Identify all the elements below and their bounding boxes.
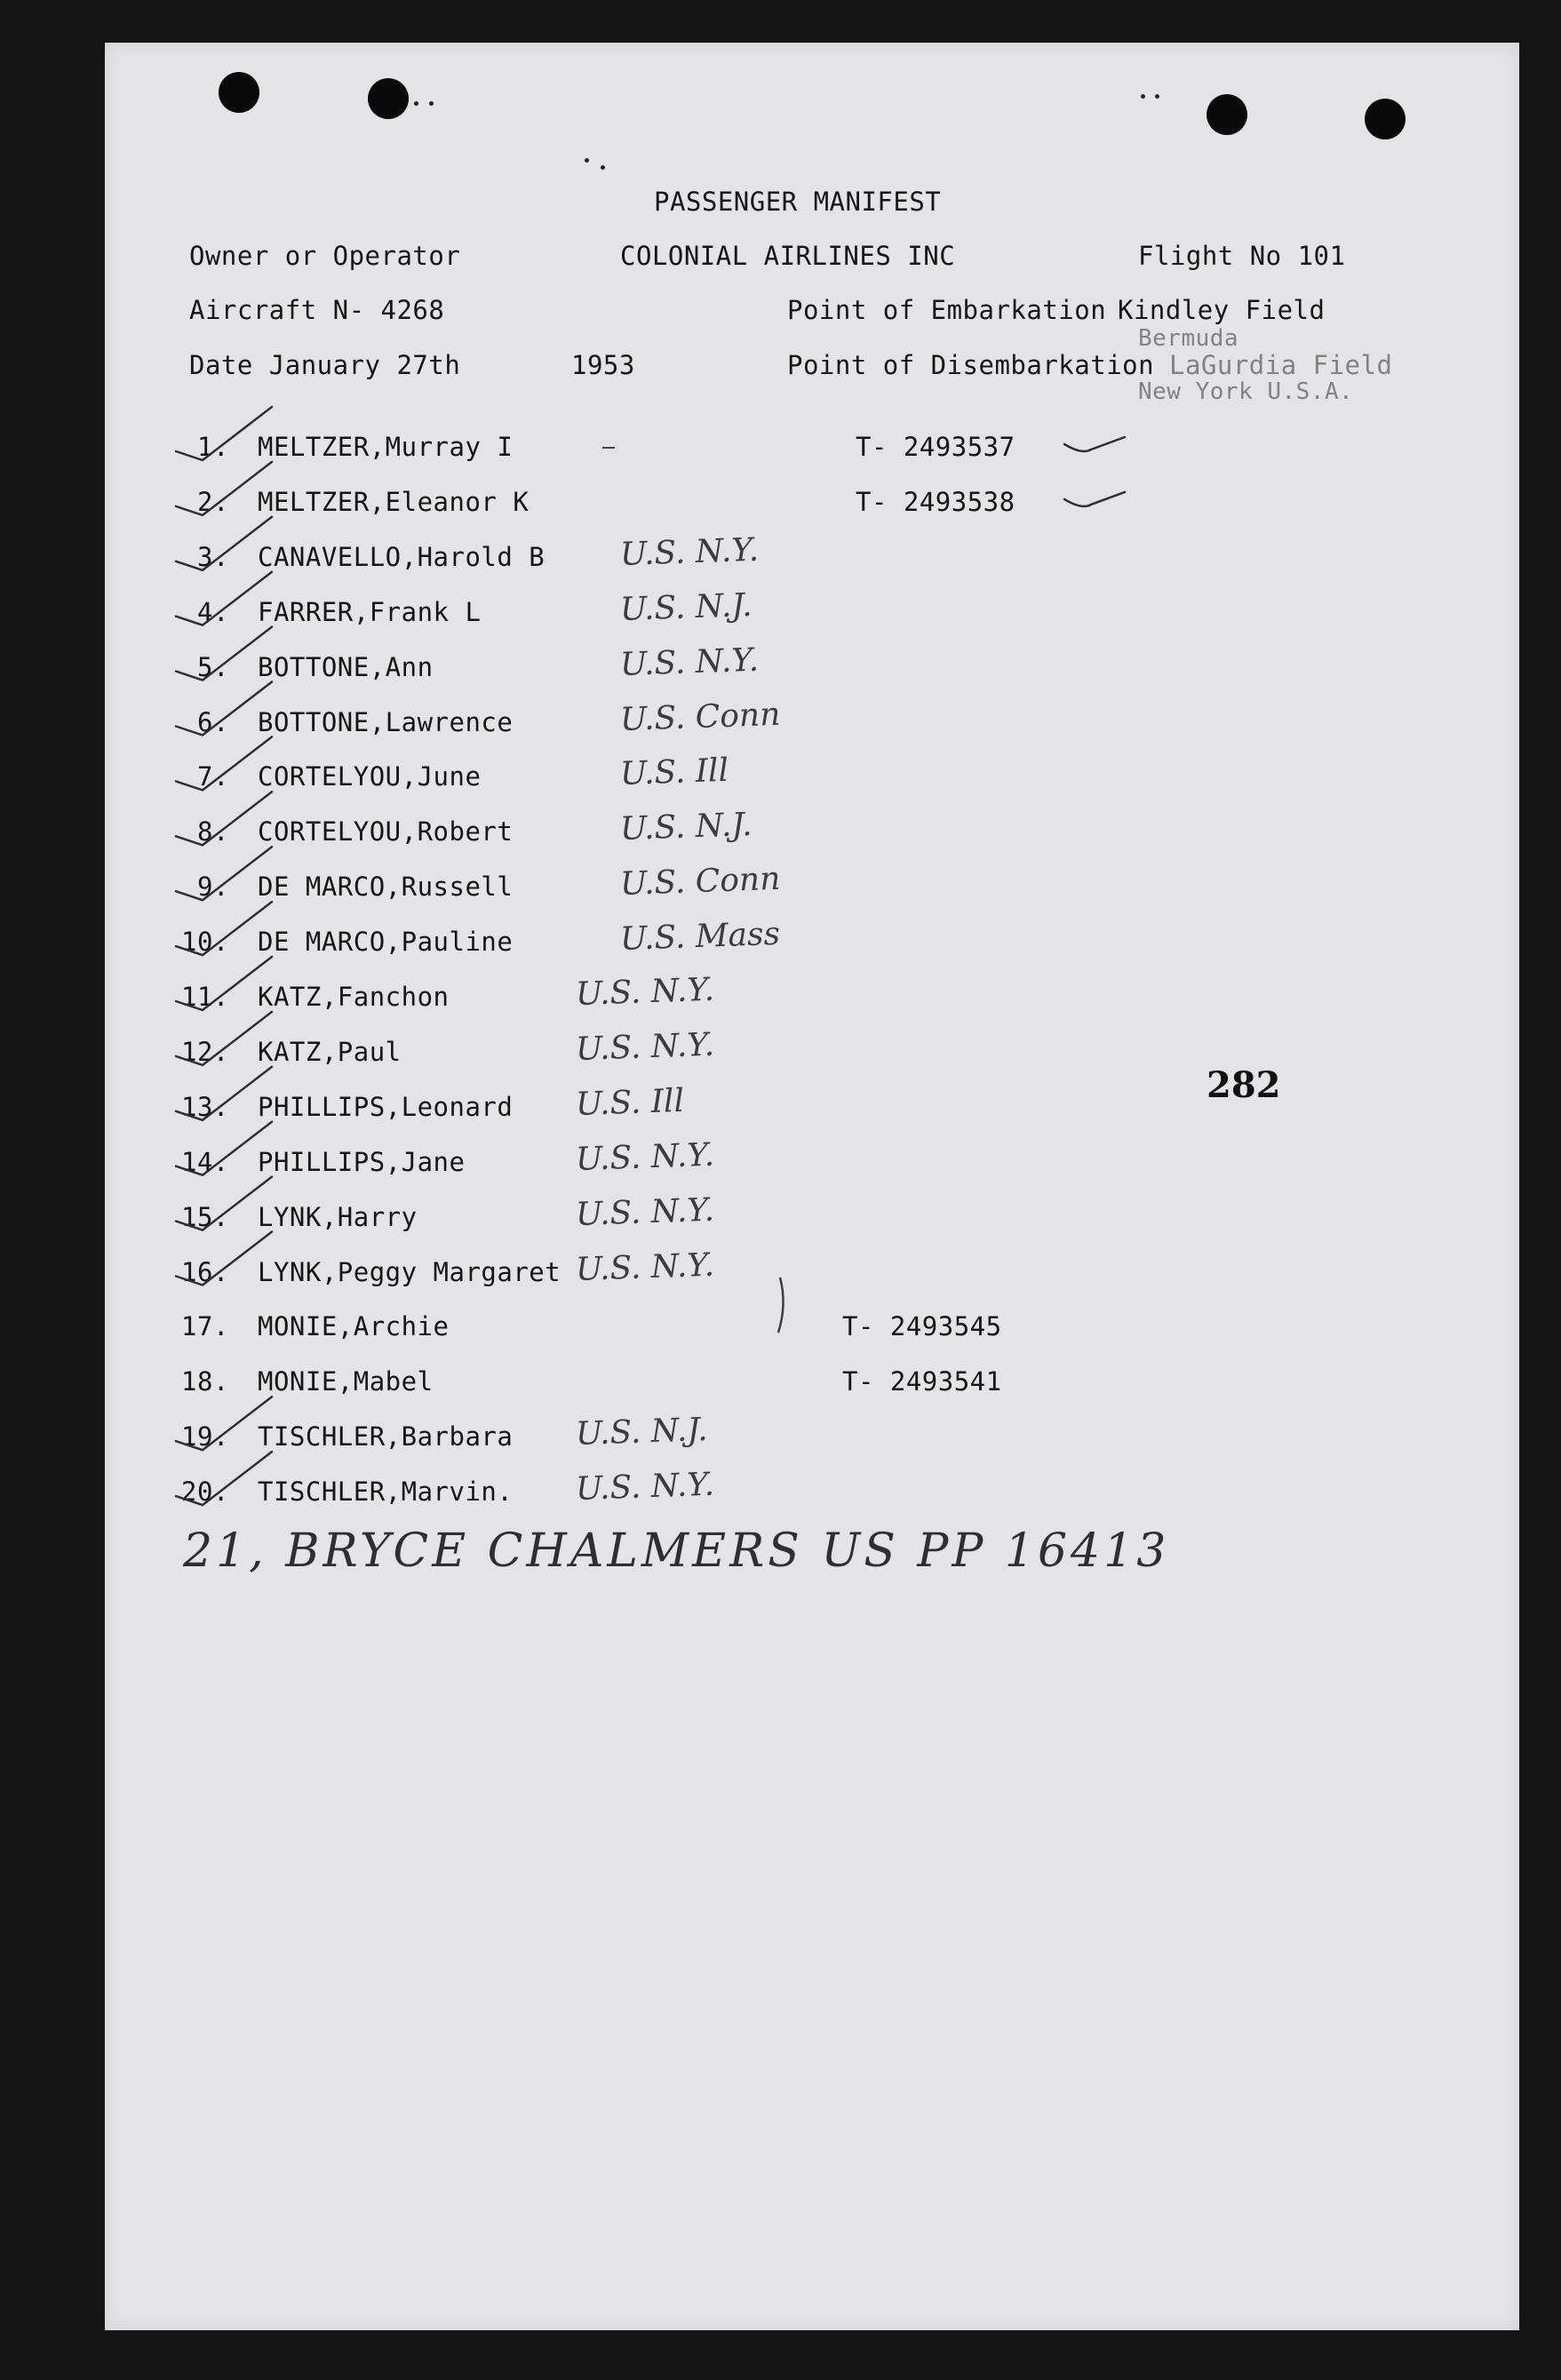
punch-hole — [368, 78, 409, 119]
passenger-name: CORTELYOU,Robert — [258, 816, 514, 848]
passenger-name: MONIE,Mabel — [258, 1366, 434, 1397]
passenger-number: 7. — [197, 761, 229, 792]
passenger-number: 11. — [181, 982, 229, 1012]
owner-value: COLONIAL AIRLINES INC — [620, 241, 956, 271]
passenger-number: 8. — [197, 816, 229, 848]
passenger-number: 20. — [181, 1477, 229, 1508]
ticket-number: T- 2493541 — [842, 1366, 1002, 1397]
passenger-number: 1. — [197, 432, 229, 462]
passenger-row — [105, 586, 1519, 650]
handwritten-nationality: U.S. N.Y. — [619, 531, 760, 573]
passenger-row — [105, 1191, 1519, 1255]
handwritten-nationality: U.S. N.J. — [575, 1412, 709, 1453]
aircraft: Aircraft N- 4268 — [189, 295, 445, 325]
passenger-name: KATZ,Paul — [258, 1036, 402, 1067]
passenger-number: 19. — [181, 1421, 229, 1453]
ticket-number: T- 2493545 — [842, 1311, 1002, 1342]
passenger-name: MELTZER,Eleanor K — [258, 486, 530, 517]
passenger-number: 12. — [181, 1036, 229, 1067]
passenger-name: PHILLIPS,Jane — [258, 1146, 466, 1177]
passenger-row — [105, 1466, 1519, 1530]
passenger-name: DE MARCO,Pauline — [258, 927, 514, 958]
passenger-number: 13. — [181, 1091, 229, 1122]
flight-number: Flight No 101 — [1138, 241, 1346, 271]
passenger-row — [105, 807, 1519, 870]
passenger-name: CANAVELLO,Harold B — [258, 541, 546, 572]
passenger-number: 6. — [197, 706, 229, 737]
handwritten-nationality: U.S. N.Y. — [575, 1136, 715, 1178]
passenger-number: 17. — [181, 1311, 229, 1342]
passenger-row — [105, 487, 1519, 540]
handwritten-entry-21: 21, BRYCE CHALMERS US PP 16413 — [183, 1524, 1170, 1578]
handwritten-nationality: U.S. N.Y. — [575, 1246, 715, 1288]
handwritten-nationality: U.S. Ill — [619, 752, 729, 793]
passenger-row — [105, 432, 1519, 485]
passenger-row — [105, 1412, 1519, 1475]
disembarkation-value-2: New York U.S.A. — [1138, 378, 1354, 405]
passenger-row — [105, 1311, 1519, 1365]
passenger-name: BOTTONE,Lawrence — [258, 706, 514, 737]
handwritten-nationality: U.S. N.Y. — [575, 1191, 715, 1233]
page-title: PASSENGER MANIFEST — [654, 187, 942, 217]
passenger-row — [105, 971, 1519, 1035]
punch-hole — [1365, 99, 1406, 139]
passenger-row — [105, 1136, 1519, 1200]
passenger-row — [105, 531, 1519, 595]
passenger-name: FARRER,Frank L — [258, 596, 482, 627]
punch-hole — [1207, 94, 1247, 135]
passenger-name: PHILLIPS,Leonard — [258, 1091, 514, 1122]
handwritten-nationality: U.S. N.J. — [619, 807, 753, 848]
handwritten-nationality: U.S. N.Y. — [575, 971, 715, 1013]
ticket-number: T- 2493538 — [856, 486, 1015, 517]
handwritten-nationality: U.S. Ill — [575, 1082, 685, 1123]
stamp-number: 282 — [1207, 1064, 1281, 1106]
handwritten-nationality: U.S. Mass — [619, 915, 781, 959]
passenger-name: LYNK,Harry — [258, 1201, 418, 1232]
handwritten-nationality: U.S. N.Y. — [575, 1466, 715, 1508]
passenger-name: MONIE,Archie — [258, 1311, 450, 1342]
passenger-number: 5. — [197, 651, 229, 682]
embarkation-label: Point of Embarkation — [787, 295, 1107, 325]
passenger-name: CORTELYOU,June — [258, 761, 482, 792]
passenger-row — [105, 641, 1519, 705]
passenger-row — [105, 1246, 1519, 1310]
embarkation-value: Kindley Field — [1118, 295, 1326, 325]
embarkation-value-2: Bermuda — [1138, 325, 1239, 352]
passenger-number: 14. — [181, 1146, 229, 1177]
handwritten-nationality: U.S. N.J. — [619, 586, 753, 628]
passenger-name: BOTTONE,Ann — [258, 651, 434, 682]
passenger-row — [105, 915, 1519, 980]
passenger-name: TISCHLER,Barbara — [258, 1421, 514, 1453]
passenger-number: 16. — [181, 1256, 229, 1287]
year: 1953 — [571, 350, 635, 380]
ticket-number: T- 2493537 — [856, 432, 1015, 462]
date: Date January 27th — [189, 350, 461, 380]
disembarkation-value: LaGurdia Field — [1169, 350, 1393, 380]
passenger-number: 9. — [197, 872, 229, 903]
passenger-row — [105, 696, 1519, 760]
passenger-number: 4. — [197, 596, 229, 627]
passenger-row — [105, 752, 1519, 815]
passenger-row — [105, 1026, 1519, 1090]
passenger-number: 3. — [197, 541, 229, 572]
disembarkation-label: Point of Disembarkation — [787, 350, 1155, 380]
passenger-name: TISCHLER,Marvin. — [258, 1477, 514, 1508]
passenger-row — [105, 1366, 1519, 1420]
passenger-number: 18. — [181, 1366, 229, 1397]
passenger-name: DE MARCO,Russell — [258, 872, 514, 903]
manifest-page — [105, 43, 1519, 2330]
passenger-number: 10. — [181, 927, 229, 958]
handwritten-nationality: U.S. N.Y. — [619, 641, 760, 683]
handwritten-nationality: U.S. N.Y. — [575, 1026, 715, 1068]
owner-label: Owner or Operator — [189, 241, 461, 271]
passenger-name: LYNK,Peggy Margaret — [258, 1256, 561, 1287]
passenger-number: 15. — [181, 1201, 229, 1232]
passenger-name: MELTZER,Murray I — [258, 432, 514, 462]
punch-hole — [219, 72, 259, 113]
passenger-number: 2. — [197, 486, 229, 517]
passenger-row — [105, 860, 1519, 925]
handwritten-nationality: U.S. Conn — [619, 696, 781, 738]
handwritten-nationality: U.S. Conn — [619, 860, 781, 903]
passenger-name: KATZ,Fanchon — [258, 982, 450, 1012]
